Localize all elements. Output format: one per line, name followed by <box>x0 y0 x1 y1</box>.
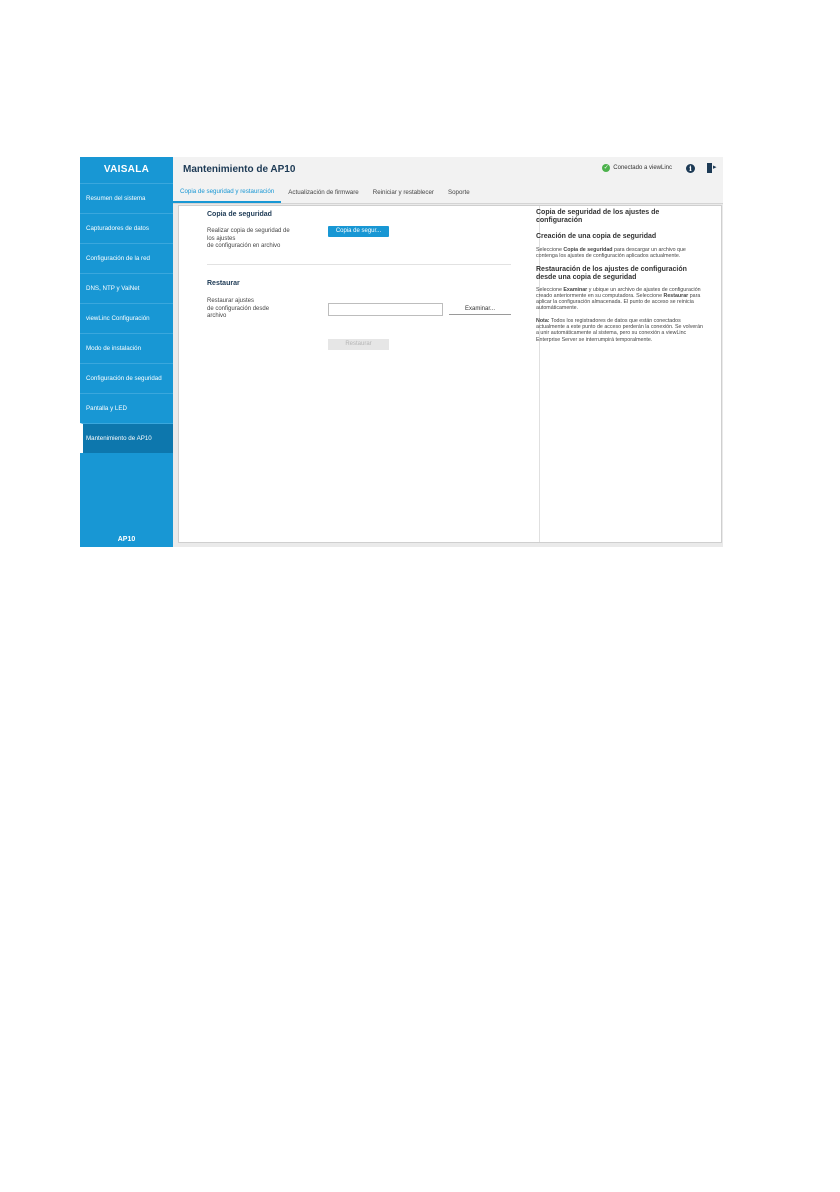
backup-title: Copia de seguridad <box>207 211 272 218</box>
logout-icon[interactable]: ▸ <box>707 163 717 173</box>
help-create-heading: Creación de una copia de seguridad <box>536 233 657 240</box>
help-restore-heading: Restauración de los ajustes de configuración desde una copia de seguridad <box>536 265 687 281</box>
restore-button[interactable]: Restaurar <box>328 339 389 350</box>
tab-backup-restore[interactable]: Copia de seguridad y restauración <box>173 183 281 203</box>
header-actions <box>602 163 717 173</box>
backup-label: Realizar copia de seguridad de los ajustes de configuración en archivo <box>207 228 290 249</box>
help-title: Copia de seguridad de los ajustes de configuración <box>536 209 660 224</box>
tab-support[interactable]: Soporte <box>447 189 470 196</box>
browse-button[interactable]: Examinar... <box>449 304 511 315</box>
sidebar-item-resumen[interactable]: Resumen del sistema <box>80 183 173 213</box>
restore-label: Restaurar ajustes de configuración desde archivo <box>207 298 270 319</box>
header <box>173 157 723 183</box>
sidebar-item-pantalla[interactable]: Pantalla y LED <box>80 393 173 423</box>
check-circle-icon: ✓ <box>603 165 609 171</box>
tab-firmware-update[interactable]: Actualización de firmware <box>288 189 359 196</box>
help-note: Nota: Todos los registradores de datos que están conectados actualmente a este punto de acceso perderán la conexión. Se volverán a unir automáticamente al sistema, pero su conexión a viewLinc Enterprise Server se interrumpirá temporalmente. <box>536 317 703 343</box>
info-icon[interactable]: i <box>686 164 695 173</box>
backup-button[interactable]: Copia de segur... <box>328 226 389 237</box>
device-model: AP10 <box>117 536 136 543</box>
sidebar-item-instalacion[interactable]: Modo de instalación <box>80 333 173 363</box>
page-title: Mantenimiento de AP10 <box>183 164 296 175</box>
sidebar-item-mantenimiento[interactable]: Mantenimiento de AP10 <box>80 423 173 453</box>
sidebar-item-viewlinc[interactable]: viewLinc Configuración <box>80 303 173 333</box>
restore-file-input[interactable] <box>328 303 443 316</box>
app-window <box>80 157 723 547</box>
tab-bar <box>173 183 723 204</box>
help-create-text: Seleccione Copia de seguridad para descargar un archivo que contenga los ajustes de configuración aplicados actualmente. <box>536 247 686 260</box>
sidebar-item-red[interactable]: Configuración de la red <box>80 243 173 273</box>
sidebar <box>80 157 173 547</box>
sidebar-item-dns[interactable]: DNS, NTP y VaiNet <box>80 273 173 303</box>
sidebar-item-capturadores[interactable]: Capturadores de datos <box>80 213 173 243</box>
connection-status: Conectado a viewLinc <box>613 165 672 171</box>
help-panel <box>536 206 712 545</box>
restore-title: Restaurar <box>207 280 240 287</box>
vaisala-logo: VAISALA <box>103 164 150 175</box>
section-divider <box>207 264 511 265</box>
content-panel <box>178 205 722 543</box>
sidebar-item-seguridad[interactable]: Configuración de seguridad <box>80 363 173 393</box>
help-restore-text: Seleccione Examinar y ubique un archivo de ajustes de configuración creado anteriormente en su computadora. Seleccione Restaurar para aplicar la configuración almacenada. El punto de acceso se reinicia automáticamente. <box>536 286 701 312</box>
main-form <box>179 206 540 542</box>
tab-reboot-reset[interactable]: Reiniciar y restablecer <box>372 189 434 196</box>
